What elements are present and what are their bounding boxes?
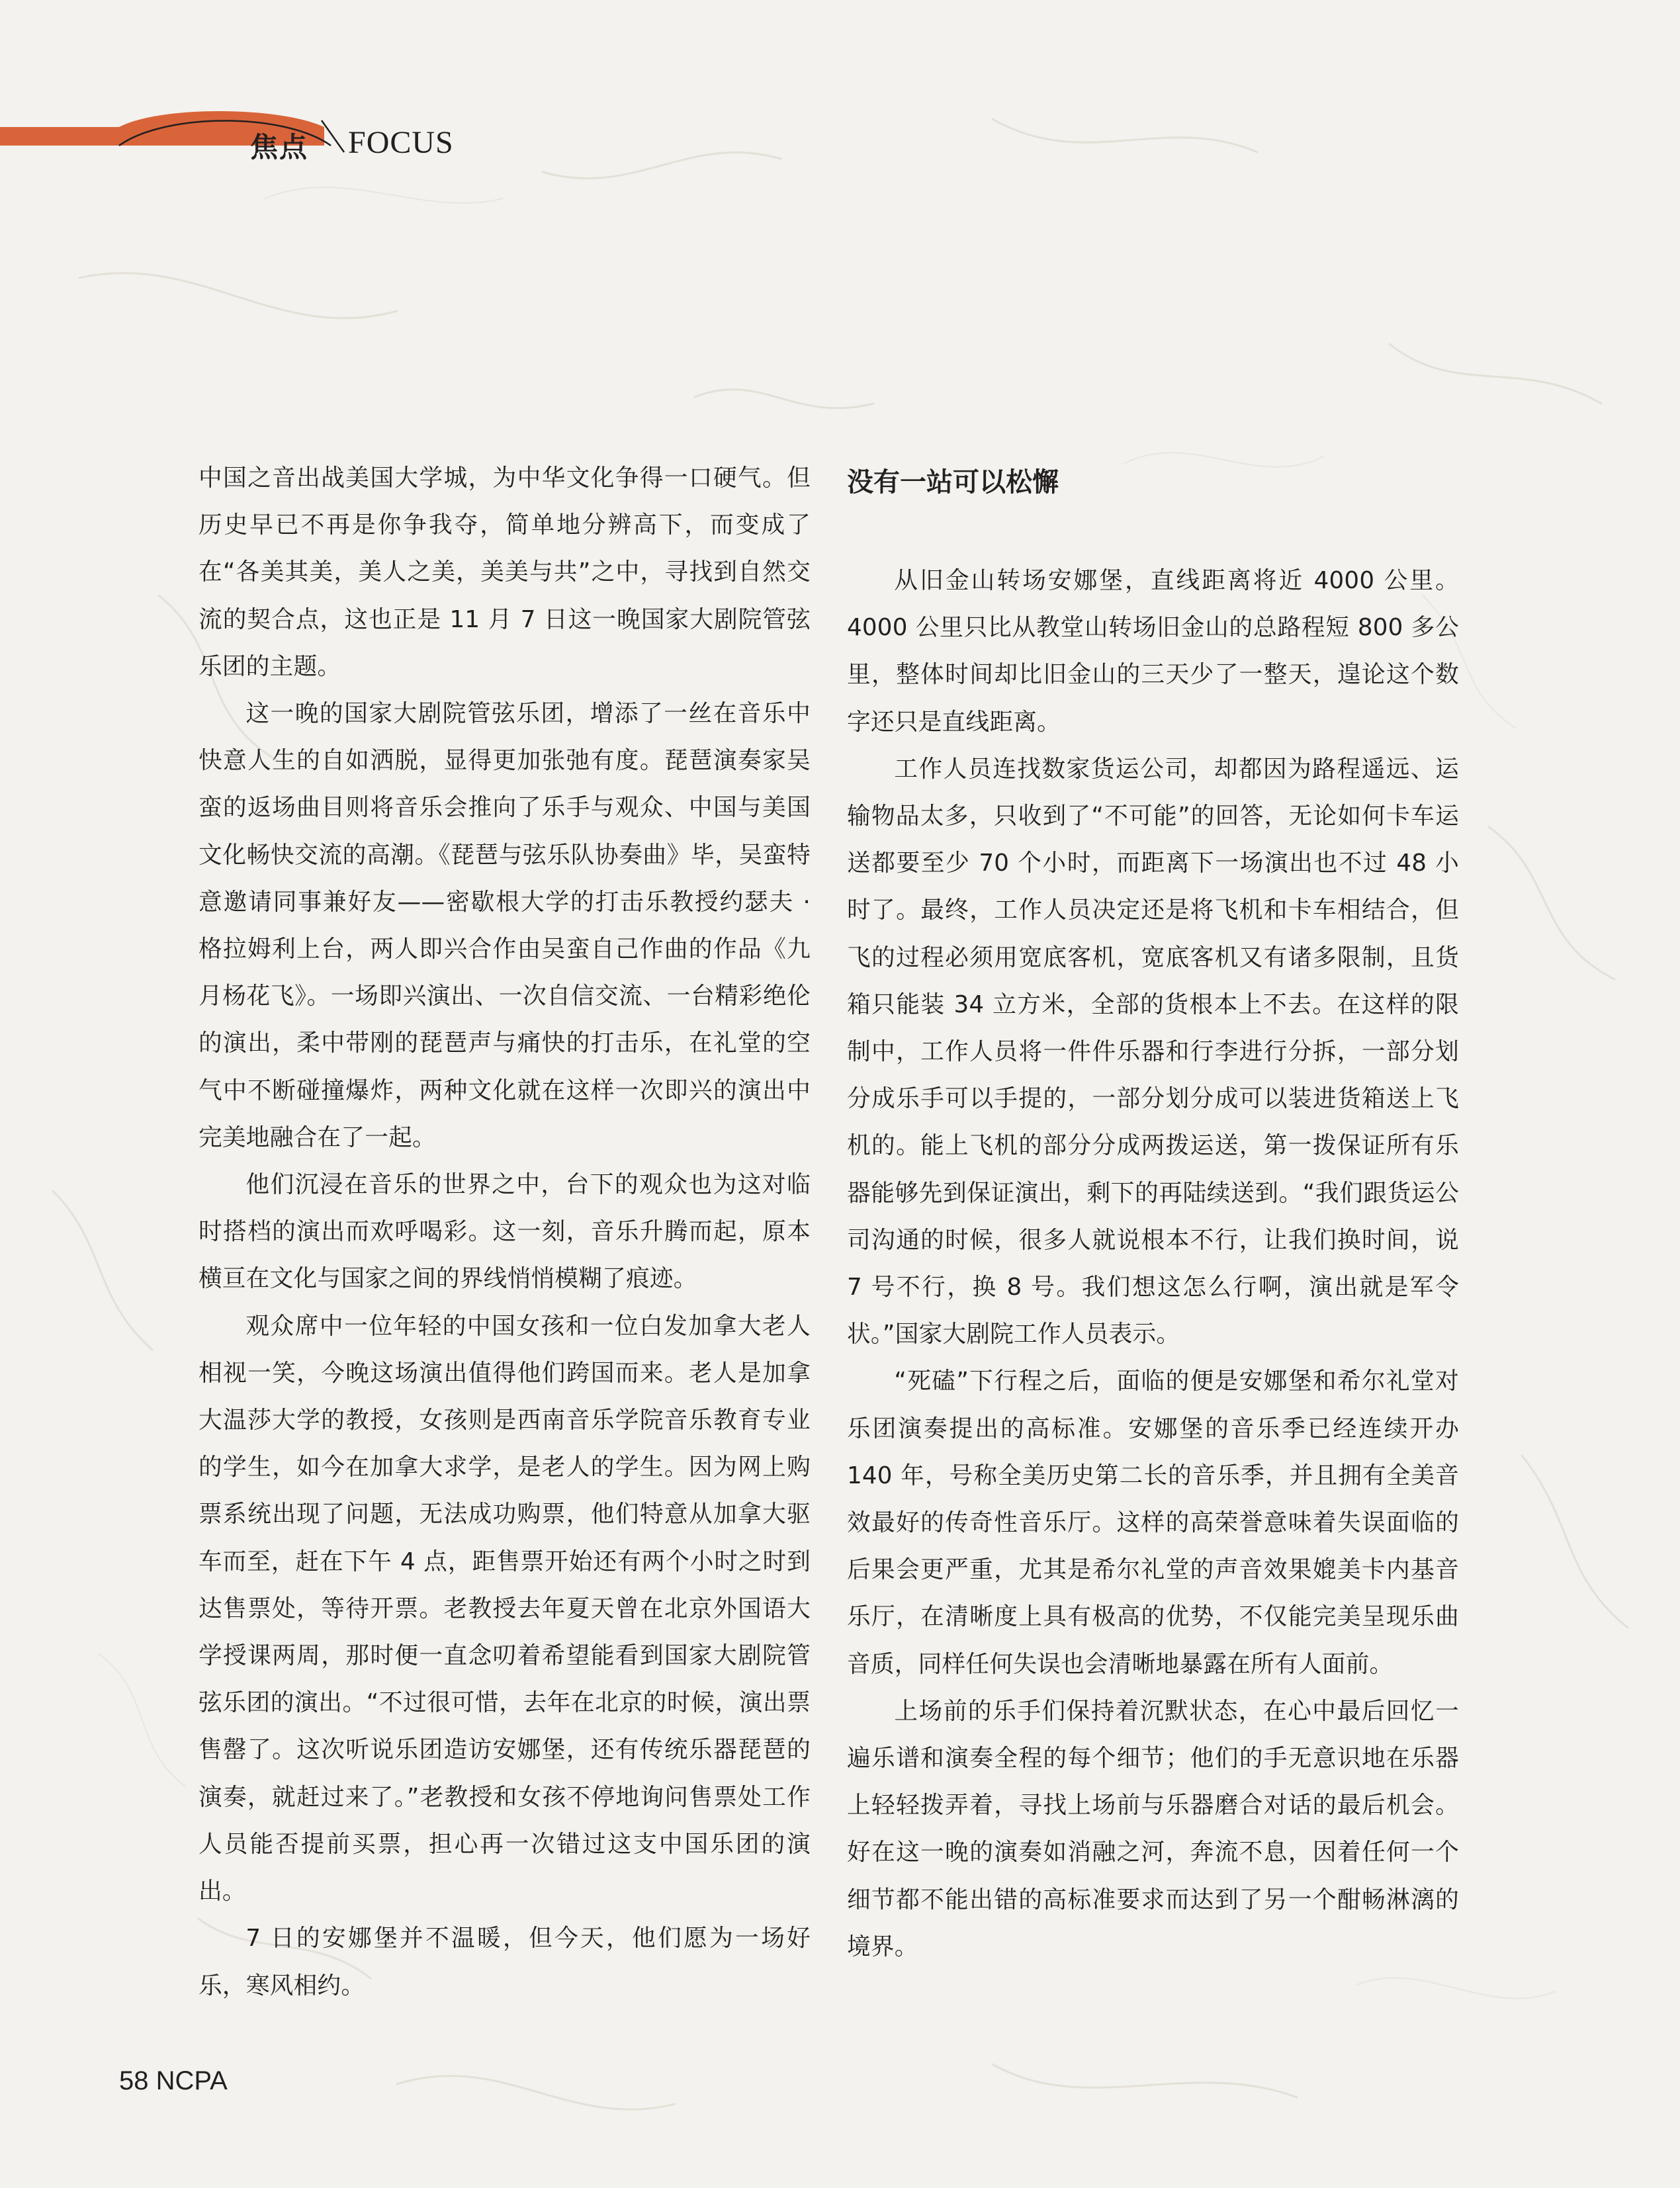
right-text-column (847, 455, 1459, 1970)
section-title-english: FOCUS (348, 125, 454, 160)
section-title-chinese: 焦点 (250, 131, 309, 163)
paragraph: 7 日的安娜堡并不温暖，但今天，他们愿为一场好乐，寒风相约。 (199, 1925, 811, 1999)
paragraph: 工作人员连找数家货运公司，却都因为路程遥远、运输物品太多，只收到了“不可能”的回答，无论如何卡车运送都要至少 70 个小时，而距离下一场演出也不过 48 小时了。最终，工作人员决定还是将飞机和卡车相结合，但飞的过程必须用宽底客机，宽底客机又有诸多限制，且货箱只能装 34 立方米，全部的货根本上不去。在这样的限制中，工作人员将一件件乐器和行李进行分拆，一部分划分成乐手可以手提的，一部分划分成可以装进货箱送上飞机的。能上飞机的部分分成两拨运送，第一拨保证所有乐器能够先到保证演出，剩下的再陆续送到。“我们跟货运公司沟通的时候，很多人就说根本不行，让我们换时间，说 7 号不行，换 8 号。我们想这怎么行啊，演出就是军令状。”国家大剧院工作人员表示。 (847, 755, 1459, 1348)
paragraph: 他们沉浸在音乐的世界之中，台下的观众也为这对临时搭档的演出而欢呼喝彩。这一刻，音乐升腾而起，原本横亘在文化与国家之间的界线悄悄模糊了痕迹。 (199, 1171, 811, 1293)
paragraph: 上场前的乐手们保持着沉默状态，在心中最后回忆一遍乐谱和演奏全程的每个细节；他们的手无意识地在乐器上轻轻拨弄着，寻找上场前与乐器磨合对话的最后机会。好在这一晚的演奏如消融之河，奔流不息，因着任何一个细节都不能出错的高标准要求而达到了另一个酣畅淋漓的境界。 (847, 1697, 1459, 1960)
header-slash-mark (322, 120, 344, 152)
paragraph: 从旧金山转场安娜堡，直线距离将近 4000 公里。4000 公里只比从教堂山转场旧金山的总路程短 800 多公里，整体时间却比旧金山的三天少了一整天，遑论这个数字还只是直线距离。 (847, 567, 1459, 736)
page-folio: 58 NCPA (119, 2066, 228, 2095)
section-subheading: 没有一站可以松懈 (847, 467, 1059, 498)
paragraph: 这一晚的国家大剧院管弦乐团，增添了一丝在音乐中快意人生的自如洒脱，显得更加张弛有度。琵琶演奏家吴蛮的返场曲目则将音乐会推向了乐手与观众、中国与美国文化畅快交流的高潮。《琵琶与弦乐队协奏曲》毕，吴蛮特意邀请同事兼好友——密歇根大学的打击乐教授约瑟夫 · 格拉姆利上台，两人即兴合作由吴蛮自己作曲的作品《九月杨花飞》。一场即兴演出、一次自信交流、一台精彩绝伦的演出，柔中带刚的琵琶声与痛快的打击乐，在礼堂的空气中不断碰撞爆炸，两种文化就在这样一次即兴的演出中完美地融合在了一起。 (199, 700, 811, 1151)
paragraph: 观众席中一位年轻的中国女孩和一位白发加拿大老人相视一笑，今晚这场演出值得他们跨国而来。老人是加拿大温莎大学的教授，女孩则是西南音乐学院音乐教育专业的学生，如今在加拿大求学，是老人的学生。因为网上购票系统出现了问题，无法成功购票，他们特意从加拿大驱车而至，赶在下午 4 点，距售票开始还有两个小时之时到达售票处，等待开票。老教授去年夏天曾在北京外国语大学授课两周，那时便一直念叨着希望能看到国家大剧院管弦乐团的演出。“不过很可惜，去年在北京的时候，演出票售罄了。这次听说乐团造访安娜堡，还有传统乐器琵琶的演奏，就赶过来了。”老教授和女孩不停地询问售票处工作人员能否提前买票，担心再一次错过这支中国乐团的演出。 (199, 1312, 811, 1905)
section-header (0, 99, 476, 165)
paragraph: 中国之音出战美国大学城，为中华文化争得一口硬气。但历史早已不再是你争我夺，简单地分辨高下，而变成了在“各美其美，美人之美，美美与共”之中，寻找到自然交流的契合点，这也正是 11 月 7 日这一晚国家大剧院管弦乐团的主题。 (199, 464, 811, 680)
paragraph: “死磕”下行程之后，面临的便是安娜堡和希尔礼堂对乐团演奏提出的高标准。安娜堡的音乐季已经连续开办 140 年，号称全美历史第二长的音乐季，并且拥有全美音效最好的传奇性音乐厅。这样的高荣誉意味着失误面临的后果会更严重，尤其是希尔礼堂的声音效果媲美卡内基音乐厅，在清晰度上具有极高的优势，不仅能完美呈现乐曲音质，同样任何失误也会清晰地暴露在所有人面前。 (847, 1368, 1459, 1678)
left-text-column (199, 455, 811, 2009)
